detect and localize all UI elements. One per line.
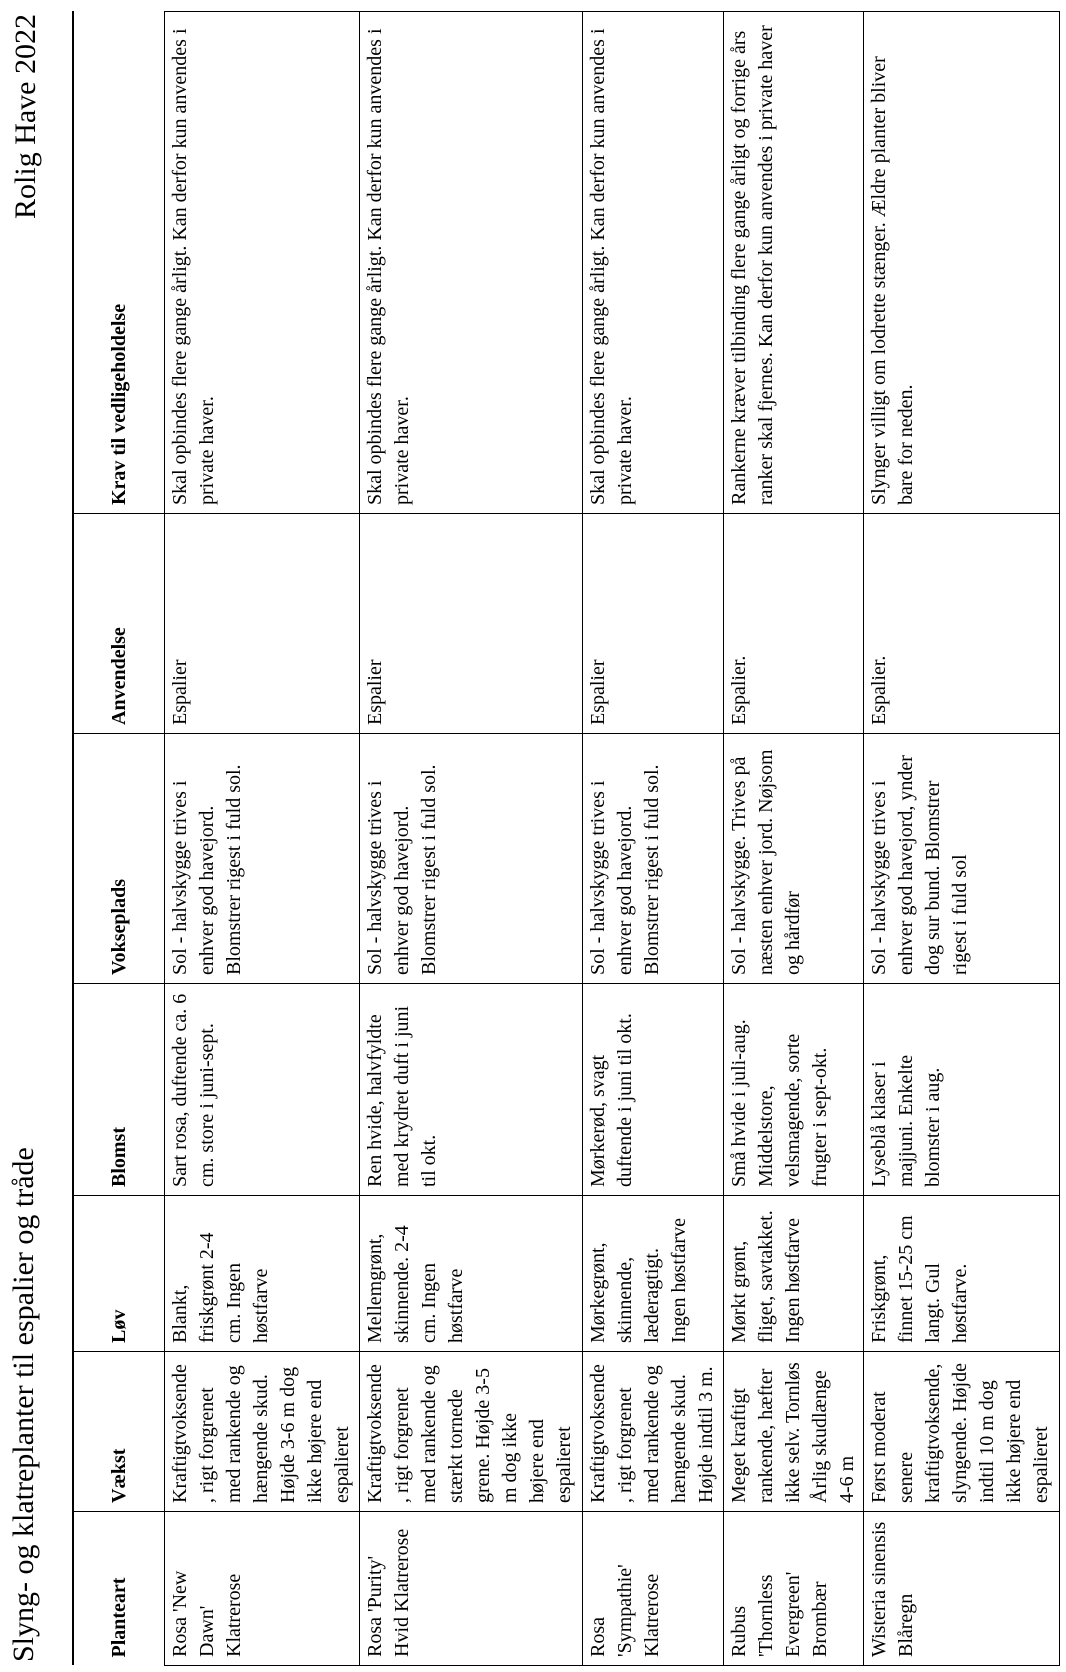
cell-anvendelse: Espalier — [583, 514, 724, 734]
cell-anvendelse: Espalier — [165, 514, 360, 734]
cell-krav: Slynger villigt om lodrette stænger. Ældre planter bliver bare for neden. — [864, 12, 1060, 514]
cell-blomst: Lyseblå klaser i majjuni. Enkelte blomster i aug. — [864, 984, 1060, 1196]
column-header-vaekst: Vækst — [73, 1352, 165, 1512]
cell-anvendelse: Espalier — [360, 514, 583, 734]
table-row — [165, 12, 360, 1666]
column-header-krav: Krav til vedligeholdelse — [73, 12, 165, 514]
cell-planteart: Rosa 'New Dawn' Klatrerose — [165, 1512, 360, 1666]
table-row — [360, 12, 583, 1666]
cell-vaekst: Kraftigtvoksende, rigt forgrenet med rankende og hængende skud. Højde 3-6 m dog ikke højere end espalieret — [165, 1352, 360, 1512]
cell-vokseplads: Sol - halvskygge. Trives på næsten enhver jord. Nøjsom og hårdfør — [723, 734, 864, 984]
cell-anvendelse: Espalier. — [864, 514, 1060, 734]
cell-planteart: Rosa 'Sympathie' Klatrerose — [583, 1512, 724, 1666]
cell-blomst: Ren hvide, halvfyldte med krydret duft i juni til okt. — [360, 984, 583, 1196]
table-row — [864, 12, 1060, 1666]
cell-vaekst: Meget kraftigt rankende, hæfter ikke selv. Tornløs Årlig skudlænge 4-6 m — [723, 1352, 864, 1512]
cell-vaekst: Kraftigtvoksende, rigt forgrenet med rankende og hængende skud. Højde indtil 3 m. — [583, 1352, 724, 1512]
cell-lov: Mørkegrønt, skinnende, læderagtigt. Ingen høstfarve — [583, 1196, 724, 1352]
cell-planteart: Wisteria sinensis Blåregn — [864, 1512, 1060, 1666]
column-header-anvendelse: Anvendelse — [73, 514, 165, 734]
cell-lov: Friskgrønt, finnet 15-25 cm langt. Gul høstfarve. — [864, 1196, 1060, 1352]
table-row — [723, 12, 864, 1666]
cell-blomst: Små hvide i juli-aug. Middelstore, velsmagende, sorte frugter i sept-okt. — [723, 984, 864, 1196]
cell-planteart: Rubus 'Thornless Evergreen' Brombær — [723, 1512, 864, 1666]
cell-anvendelse: Espalier. — [723, 514, 864, 734]
cell-krav: Skal opbindes flere gange årligt. Kan derfor kun anvendes i private haver. — [165, 12, 360, 514]
document-title: Slyng- og klatreplanter til espalier og tråde — [7, 1147, 40, 1662]
cell-vokseplads: Sol - halvskygge trives i enhver god havejord. Blomstrer rigest i fuld sol. — [583, 734, 724, 984]
column-header-lov: Løv — [73, 1196, 165, 1352]
cell-blomst: Sart rosa, duftende ca. 6 cm. store i juni-sept. — [165, 984, 360, 1196]
plant-table — [72, 11, 1060, 1666]
cell-lov: Blankt, friskgrønt 2-4 cm. Ingen høstfarve — [165, 1196, 360, 1352]
cell-planteart: Rosa 'Purity' Hvid Klatrerose — [360, 1512, 583, 1666]
table-row — [583, 12, 724, 1666]
column-header-blomst: Blomst — [73, 984, 165, 1196]
cell-vokseplads: Sol - halvskygge trives i enhver god havejord, ynder dog sur bund. Blomstrer rigest i fuld sol — [864, 734, 1060, 984]
cell-lov: Mellemgrønt, skinnende. 2-4 cm. Ingen høstfarve — [360, 1196, 583, 1352]
cell-vaekst: Først moderat senere kraftigtvoksende, slyngende. Højde indtil 10 m dog ikke højere end espalieret — [864, 1352, 1060, 1512]
document-header-right: Rolig Have 2022 — [9, 14, 42, 219]
cell-vokseplads: Sol - halvskygge trives i enhver god havejord. Blomstrer rigest i fuld sol. — [360, 734, 583, 984]
cell-lov: Mørkt grønt, fliget, savtakket. Ingen høstfarve — [723, 1196, 864, 1352]
cell-blomst: Mørkerød, svagt duftende i juni til okt. — [583, 984, 724, 1196]
column-header-vokseplads: Vokseplads — [73, 734, 165, 984]
cell-krav: Skal opbindes flere gange årligt. Kan derfor kun anvendes i private haver. — [360, 12, 583, 514]
cell-vaekst: Kraftigtvoksende, rigt forgrenet med rankende og stærkt tornede grene. Højde 3-5 m dog ikke højere end espalieret — [360, 1352, 583, 1512]
column-header-planteart: Planteart — [73, 1512, 165, 1666]
cell-vokseplads: Sol - halvskygge trives i enhver god havejord. Blomstrer rigest i fuld sol. — [165, 734, 360, 984]
cell-krav: Skal opbindes flere gange årligt. Kan derfor kun anvendes i private haver. — [583, 12, 724, 514]
table-header-row — [73, 12, 165, 1666]
cell-krav: Rankerne kræver tilbinding flere gange årligt og forrige års ranker skal fjernes. Kan derfor kun anvendes i private haver — [723, 12, 864, 514]
